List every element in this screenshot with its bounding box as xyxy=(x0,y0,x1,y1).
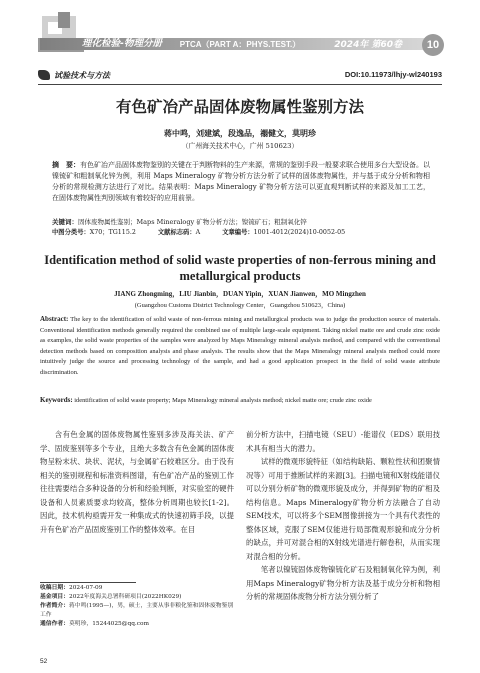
doi[interactable]: DOI:10.11973/lhjy-wl240193 xyxy=(344,70,442,79)
body-paragraph: 前分析方法中，扫描电镜（SEU）-能谱仪（EDS）联用技术具有相当大的潜力。 xyxy=(246,430,440,453)
footnote-contact xyxy=(40,620,234,629)
journal-brand-cn: 理化检验-物理分册 xyxy=(82,38,162,49)
fund-label: 基金项目： xyxy=(40,594,69,600)
body-left-column xyxy=(40,428,234,536)
authors-en: JIANG Zhongming，LIU Jianbin，DUAN Yipin，XUAN Jianwen，MO Mingzhen xyxy=(114,290,366,298)
category-divider xyxy=(38,84,442,85)
contact-label: 通信作者： xyxy=(40,621,69,627)
footnote-received xyxy=(40,584,234,593)
classification-cn xyxy=(52,228,430,238)
received-label: 收稿日期： xyxy=(40,585,69,591)
journal-name-en: PTCA（PART A：PHYS.TEST.） xyxy=(179,40,301,49)
abstract-en-text: The key to the identification of solid waste of non-ferrous mining and metallurgical products was to judge the production source of materials. Conventional identification methods generally required the combined use of multiple large-scale equipment. Taking nickel matte ore and crude zinc oxide as examples, the solid waste properties of the samples were analyzed by Maps Mineralogy mineral analysis method, and compared with the conventional detection methods based on composition analysis and phase analysis. The results show that the Maps Mineralogy mineral analysis method could more intuitively judge the source and processing technology of the sample, and had a good application prospect in the field of solid waste attribute discrimination. xyxy=(40,316,440,376)
footnote-divider xyxy=(40,582,136,583)
keywords-cn-text: 固体废物属性鉴别；Maps Mineralogy 矿物分析方法；镍锍矿石；粗制氧化锌 xyxy=(78,218,307,226)
clc-label: 中图分类号： xyxy=(52,229,90,236)
abstract-cn-label: 摘 要： xyxy=(52,161,80,169)
body-paragraph: 笔者以镍锍固体废物镍锍化矿石及粗制氧化锌为例，利用Maps Mineralogy矿物分析方法及基于成分分析和物相分析的常规固体废物分析方法分别分析了 xyxy=(246,565,440,601)
abstract-cn xyxy=(52,160,430,204)
year-volume: 2024年 第60卷 xyxy=(334,40,402,50)
article-id-value: 1001-4012(2024)10-0052-05 xyxy=(253,229,346,236)
title-cn: 有色矿冶产品固体废物属性鉴别方法 xyxy=(115,98,364,116)
fund-value: 2022年度海关总署科研项目(2022HK029) xyxy=(69,594,182,600)
abstract-en-label: Abstract: xyxy=(40,315,69,323)
issue-number-badge: 10 xyxy=(422,34,444,56)
footnote-fund xyxy=(40,593,234,602)
article-id-label: 文章编号： xyxy=(222,229,254,236)
abstract-cn-text: 有色矿冶产品固体废物鉴别的关键在于判断物料的生产来源，常规的鉴别手段一般要求联合使用多台大型设备。以镍锍矿和粗制氧化锌为例，利用 Maps Mineralogy 矿物分析方法分析了试样的固体废物属性，并与基于成分分析和物相分析的常规检测方法进行了对比。结果表明：Maps Mineralogy 矿物分析方法可以更直观判断试样的来源及加工工艺，在固体废物属性判别领域有着较好的应用前景。 xyxy=(52,161,430,202)
footnote xyxy=(40,584,234,629)
author-bio-value: 蒋中鸣(1995—)，男，硕士，主要从事非粮化鉴和固体废物鉴别工作 xyxy=(40,603,234,618)
affiliation-cn: （广州海关技术中心，广州 510623） xyxy=(181,142,299,150)
body-paragraph: 试样的微观形貌特征（如结构缺陷、颗粒性状和团聚情况等）可用于推断试样的来源[3]。扫描电镜和X射线能谱仪可以分别分析矿物的微观形貌及成分，并得到矿物的矿相及结构信息。Maps Mineralogy矿物分析方法融合了自动SEM技术，可以将多个SEM图像拼接为一个具有代表性的整体区域，克服了SEM仅能进行局部微观形貌和成分分析的缺点，并可对混合相的X射线光谱进行解卷积，从而实现对混合相的分析。 xyxy=(246,457,440,561)
journal-header xyxy=(0,0,480,56)
keywords-en-text: identification of solid waste property; Maps Mineralogy mineral analysis method; nickel matte ore; crude zinc oxide xyxy=(74,397,372,404)
category-row xyxy=(38,68,442,82)
affiliation-en: (Guangzhou Customs District Technology Center，Guangzhou 510623，China) xyxy=(134,302,346,309)
keywords-en xyxy=(40,395,440,407)
category-leaf-icon xyxy=(38,70,50,80)
keywords-en-label: Keywords: xyxy=(40,396,73,404)
author-bio-label: 作者简介： xyxy=(40,603,69,609)
contact-value[interactable]: 莫明珍，15244025@qq.com xyxy=(69,621,149,627)
abstract-en xyxy=(40,314,440,379)
body-paragraph: 含有色金属的固体废物属性鉴别多涉及海关法、矿产学、固废鉴别等多个专业，且绝大多数含有色金属的固体废物呈粉末状、块状、泥状，与金属矿石较难区分。由于没有相关的鉴别规程和标准资料图谱，有色矿冶产品的鉴别工作往往需要结合多种设备的分析和经验判断，对实验室的硬件设备和人员素质要求均较高，整体分析周期也较长[1-2]。因此，技术机构亟需开发一种集成式的快速初筛手段，以提升有色矿冶产品固废鉴别工作的整体效率。在目 xyxy=(40,430,234,534)
keywords-cn-label: 关键词： xyxy=(52,218,78,226)
doc-code-label: 文献标志码： xyxy=(157,229,196,236)
footnote-author xyxy=(40,602,234,620)
category-label: 试验技术与方法 xyxy=(54,70,110,80)
received-value: 2024-07-09 xyxy=(69,585,103,591)
clc-value: X70；TG115.2 xyxy=(89,229,136,236)
page-number: 52 xyxy=(40,658,48,665)
authors-cn: 蒋中鸣，刘建斌，段逸品，禤健文，莫明珍 xyxy=(164,128,316,138)
title-en: Identification method of solid waste properties of non-ferrous mining and metallurgical products xyxy=(44,253,436,283)
keywords-cn xyxy=(52,217,430,227)
body-right-column xyxy=(246,428,440,604)
doc-code-value: A xyxy=(195,229,201,236)
